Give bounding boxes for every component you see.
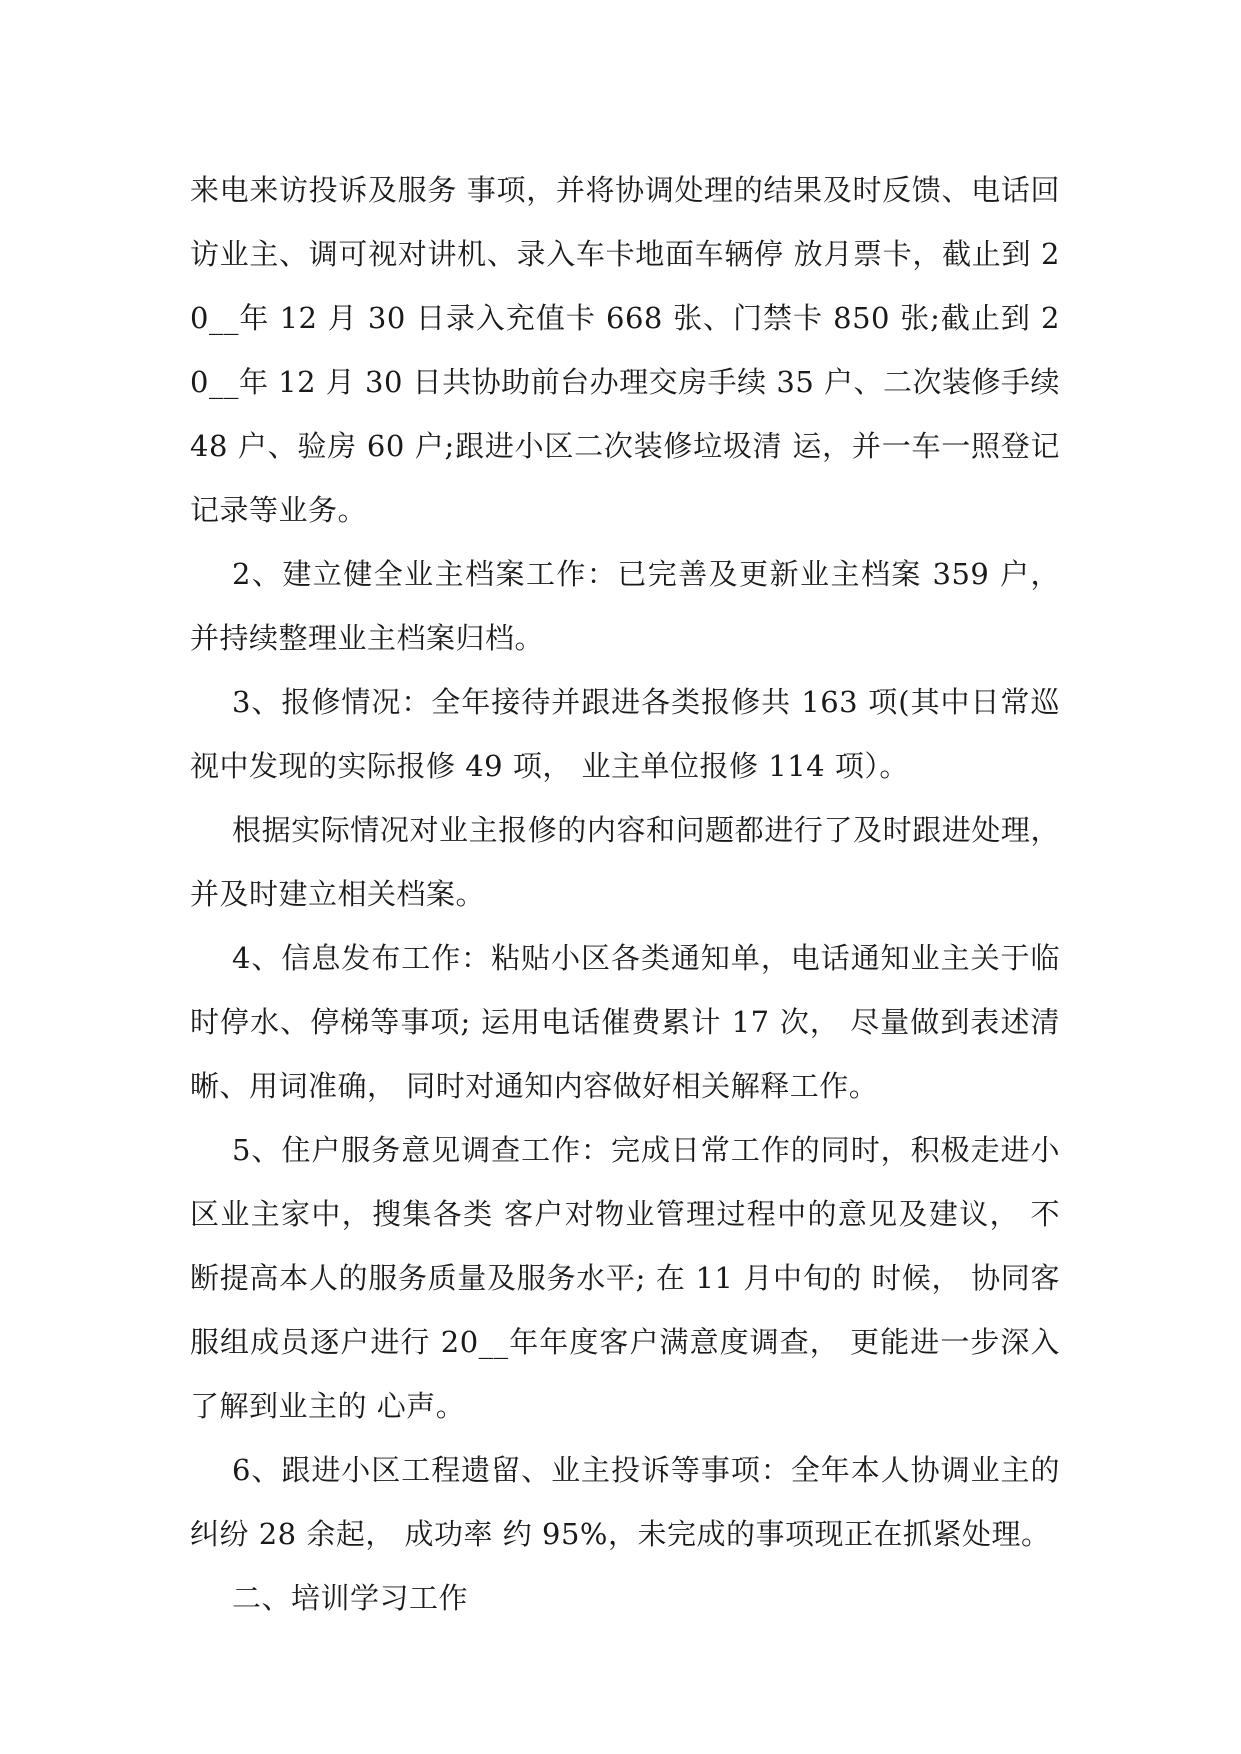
paragraph-continuation: 来电来访投诉及服务 事项，并将协调处理的结果及时反馈、电话回访业主、调可视对讲机、录入车卡地面车辆停 放月票卡，截止到 20__年 12 月 30 日录入充值卡 668 张、门禁卡 850 张;截止到 20__年 12 月 30 日共协助前台办理交房手续 35 户、二次装修手续 48 户、验房 60 户;跟进小区二次装修垃圾清 运，并一车一照登记记录等业务。 bbox=[190, 173, 1060, 527]
paragraph-repair-followup: 根据实际情况对业主报修的内容和问题都进行了及时跟进处理，并及时建立相关档案。 bbox=[190, 813, 1060, 911]
paragraph-complaints: 6、跟进小区工程遗留、业主投诉等事项：全年本人协调业主的纠纷 28 余起， 成功率 约 95%，未完成的事项现正在抓紧处理。 bbox=[190, 1453, 1060, 1551]
paragraph-info-release: 4、信息发布工作：粘贴小区各类通知单，电话通知业主关于临时停水、停梯等事项; 运用电话催费累计 17 次， 尽量做到表述清晰、用词准确， 同时对通知内容做好相关解释工作。 bbox=[190, 941, 1060, 1103]
document-body bbox=[190, 158, 1060, 1630]
section-heading-training: 二、培训学习工作 bbox=[232, 1581, 469, 1615]
paragraph-repair-status: 3、报修情况：全年接待并跟进各类报修共 163 项(其中日常巡视中发现的实际报修 49 项， 业主单位报修 114 项）。 bbox=[190, 685, 1060, 783]
paragraph-resident-survey: 5、住户服务意见调查工作：完成日常工作的同时，积极走进小区业主家中，搜集各类 客户对物业管理过程中的意见及建议， 不断提高本人的服务质量及服务水平; 在 11 月中旬的 时候， 协同客服组成员逐户进行 20__年年度客户满意度调查， 更能进一步深入了解到业主的 心声。 bbox=[190, 1133, 1060, 1423]
paragraph-owner-archives: 2、建立健全业主档案工作：已完善及更新业主档案 359 户，并持续整理业主档案归档。 bbox=[190, 557, 1060, 655]
